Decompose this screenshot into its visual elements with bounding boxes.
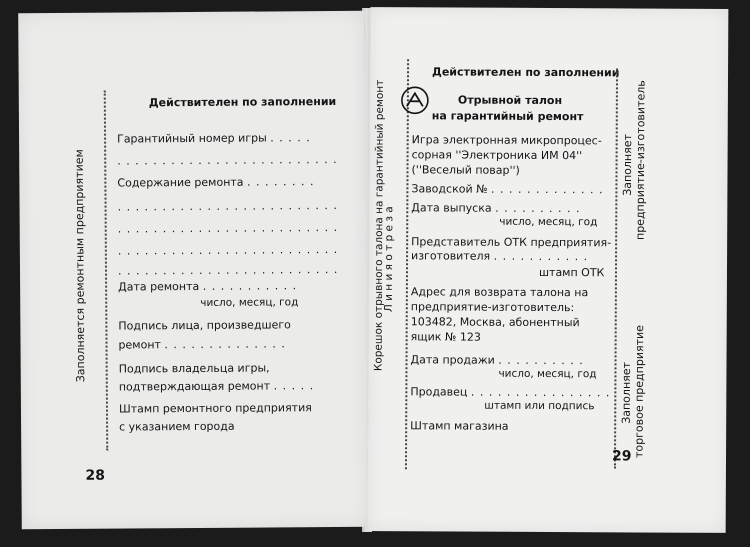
shop-stamp-label: Штамп магазина xyxy=(410,419,509,433)
seller-label: Продавец xyxy=(410,385,468,399)
left-page xyxy=(18,11,368,529)
coupon-title-1: Отрывной талон xyxy=(457,93,563,108)
repair-date-hint: число, месяц, год xyxy=(200,296,299,309)
signature-line-2-dots: . . . . . . . . . . . . . . xyxy=(164,337,286,352)
sale-date-field xyxy=(410,353,583,367)
left-page-number: 28 xyxy=(85,467,105,484)
warranty-number-dots: . . . . . xyxy=(270,131,311,145)
signature-line-1: Подпись лица, произведшего xyxy=(118,318,291,333)
sale-date-dots: . . . . . . . . . . xyxy=(498,353,584,368)
release-dots: . . . . . . . . . . xyxy=(495,201,581,216)
owner-line-2-dots: . . . . . xyxy=(273,379,315,393)
address-line-2: предприятие-изготовитель: xyxy=(410,300,575,315)
blank-line: . . . . . . . . . . . . . . . . . . . . . . . . . xyxy=(117,262,339,278)
manufacturer-side-label-1: Заполняет xyxy=(620,134,635,196)
blank-line: . . . . . . . . . . . . . . . . . . . . . . . . . xyxy=(117,152,338,168)
warranty-number-field xyxy=(117,131,311,145)
left-side-label: Заполняется ремонтным предприятием xyxy=(72,149,88,383)
manufacturer-side-label-2: предприятие-изготовитель xyxy=(633,80,648,241)
serial-dots: . . . . . . . . . . . . . xyxy=(491,182,604,197)
release-hint: число, месяц, год xyxy=(499,215,598,229)
repair-content-dots: . . . . . . . . xyxy=(246,175,315,189)
seller-hint: штамп или подпись xyxy=(484,399,595,413)
signature-line-2 xyxy=(118,337,285,351)
repair-content-label: Содержание ремонта xyxy=(117,175,244,190)
sale-date-hint: число, месяц, год xyxy=(498,367,597,381)
game-line-2: сорная ''Электроника ИМ 04'' xyxy=(411,148,583,163)
seller-field xyxy=(410,385,610,399)
game-line-3: (''Веселый повар'') xyxy=(411,163,520,177)
signature-line-2-label: ремонт xyxy=(118,338,161,352)
owner-line-2-label: подтверждающая ремонт xyxy=(118,379,271,394)
seller-dots: . . . . . . . . . . . . . . . . xyxy=(470,385,611,400)
blank-line: . . . . . . . . . . . . . . . . . . . . . . . . . xyxy=(117,198,338,214)
cut-line xyxy=(405,59,409,469)
serial-label: Заводской № xyxy=(411,182,488,196)
address-line-3: 103482, Москва, абонентный xyxy=(410,315,580,330)
address-line-1: Адрес для возврата талона на xyxy=(410,285,589,300)
right-page-number: 29 xyxy=(611,448,632,465)
elektronika-logo-icon xyxy=(400,85,430,115)
left-header: Действителен по заполнении xyxy=(148,94,337,110)
shop-side-label-2: торговое предприятие xyxy=(632,325,647,459)
repair-date-field xyxy=(118,279,297,293)
right-header: Действителен по заполнении xyxy=(432,65,620,80)
sale-date-label: Дата продажи xyxy=(410,353,495,367)
blank-line: . . . . . . . . . . . . . . . . . . . . . . . . . xyxy=(117,220,339,236)
repair-date-dots: . . . . . . . . . . . xyxy=(202,279,298,293)
stamp-line-1: Штамп ремонтного предприятия xyxy=(118,401,312,416)
stamp-line-2: с указанием города xyxy=(119,419,235,434)
repair-date-label: Дата ремонта xyxy=(118,279,200,294)
game-line-1: Игра электронная микропроцес- xyxy=(411,133,602,148)
warranty-number-label: Гарантийный номер игры xyxy=(117,131,267,146)
otk-line-2 xyxy=(411,249,588,263)
serial-field xyxy=(411,182,603,196)
release-field xyxy=(411,201,580,215)
owner-line-2 xyxy=(119,379,314,393)
cut-line-label: Л и н и я о т р е з а xyxy=(382,206,396,313)
otk-dots: . . . . . . . . . . . xyxy=(493,249,589,264)
right-dotted-margin xyxy=(614,68,618,468)
repair-content-field xyxy=(117,175,314,189)
stub-label: Корешок отрывного талона на гарантийный ремонт xyxy=(372,79,386,372)
otk-hint: штамп ОТК xyxy=(538,265,605,280)
shop-side-label-1: Заполняет xyxy=(619,362,634,424)
blank-line: . . . . . . . . . . . . . . . . . . . . . . . . . xyxy=(117,242,339,258)
owner-line-1: Подпись владельца игры, xyxy=(118,361,270,376)
right-page xyxy=(368,7,729,533)
address-line-4: ящик № 123 xyxy=(410,330,481,344)
left-dotted-margin xyxy=(104,91,109,451)
coupon-title-2: на гарантийный ремонт xyxy=(431,109,584,124)
otk-line-2-label: изготовителя xyxy=(411,249,491,263)
release-label: Дата выпуска xyxy=(411,201,492,215)
otk-line-1: Представитель ОТК предприятия- xyxy=(411,235,612,250)
